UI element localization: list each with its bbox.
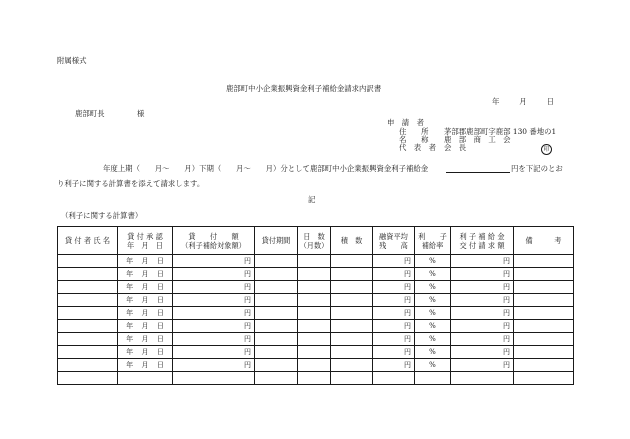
table-cell	[298, 307, 331, 320]
table-cell	[415, 372, 451, 385]
form-label: 附属様式	[57, 56, 87, 65]
table-cell	[118, 320, 173, 333]
table-cell	[514, 333, 574, 346]
table-cell	[451, 307, 514, 320]
yen-unit: 円	[244, 360, 251, 369]
col-avg-balance: 融資平均 残 高	[373, 227, 415, 255]
table-cell	[173, 307, 255, 320]
yen-unit: 円	[503, 360, 510, 369]
month-label: 月	[141, 269, 149, 278]
table-cell	[331, 346, 373, 359]
table-cell	[118, 307, 173, 320]
table-cell	[298, 294, 331, 307]
table-cell	[58, 372, 118, 385]
year-label: 年	[126, 269, 134, 278]
table-cell	[451, 294, 514, 307]
body-line1-b: 円を下記のとお	[511, 164, 563, 173]
table-cell	[373, 372, 415, 385]
yen-unit: 円	[503, 282, 510, 291]
table-cell	[298, 372, 331, 385]
table-cell	[415, 281, 451, 294]
table-cell	[451, 255, 514, 268]
table-cell	[373, 320, 415, 333]
col-subsidy-rate: 利 子 補給率	[415, 227, 451, 255]
yen-unit: 円	[503, 308, 510, 317]
table-cell	[298, 255, 331, 268]
col-request-amount: 利 子 補 給 金 交 付 請 求 額	[451, 227, 514, 255]
col-loan-period: 貸付期間	[255, 227, 298, 255]
col-days: 日 数 （月数）	[298, 227, 331, 255]
percent-unit: %	[429, 295, 436, 304]
percent-unit: %	[429, 282, 436, 291]
addressee-name: 鹿部町長	[75, 109, 105, 118]
table-header-row	[58, 227, 574, 255]
yen-unit: 円	[404, 321, 411, 330]
table-cell	[58, 281, 118, 294]
applicant-name-value: 鹿 部 商 工 会	[444, 135, 511, 144]
table-cell	[58, 255, 118, 268]
table-cell	[58, 333, 118, 346]
table-cell	[173, 359, 255, 372]
table-cell	[298, 320, 331, 333]
table-cell	[373, 268, 415, 281]
table-cell	[58, 346, 118, 359]
table-cell	[58, 359, 118, 372]
table-cell	[118, 281, 173, 294]
table-cell	[514, 359, 574, 372]
table-cell	[373, 359, 415, 372]
yen-unit: 円	[404, 360, 411, 369]
page-title: 鹿部町中小企業振興資金利子補給金請求内訳書	[226, 84, 382, 93]
table-row	[58, 372, 574, 385]
table-cell	[451, 320, 514, 333]
table-cell	[451, 268, 514, 281]
table-cell	[331, 333, 373, 346]
table-cell	[255, 333, 298, 346]
table-cell	[331, 255, 373, 268]
yen-unit: 円	[503, 269, 510, 278]
table-cell	[255, 294, 298, 307]
table-cell	[451, 346, 514, 359]
yen-unit: 円	[503, 295, 510, 304]
table-cell	[451, 333, 514, 346]
table-cell	[173, 255, 255, 268]
table-cell	[514, 307, 574, 320]
table-cell	[298, 333, 331, 346]
month-label: 月	[141, 308, 149, 317]
table-cell	[514, 346, 574, 359]
yen-unit: 円	[244, 269, 251, 278]
table-cell	[514, 372, 574, 385]
table-cell	[173, 320, 255, 333]
month-label: 月	[141, 256, 149, 265]
year-label: 年	[126, 334, 134, 343]
yen-unit: 円	[404, 347, 411, 356]
table-cell	[514, 320, 574, 333]
yen-unit: 円	[503, 256, 510, 265]
yen-unit: 円	[244, 334, 251, 343]
table-cell	[298, 268, 331, 281]
col-loan-amount: 貸 付 額 （利子補給対象額）	[173, 227, 255, 255]
table-cell	[255, 372, 298, 385]
day-label: 日	[156, 295, 164, 304]
day-label: 日	[156, 347, 164, 356]
table-row	[58, 346, 574, 359]
col-borrower-name: 貸 付 者 氏 名	[58, 227, 118, 255]
table-cell	[415, 320, 451, 333]
table-cell	[331, 294, 373, 307]
table-cell	[58, 320, 118, 333]
table-cell	[255, 307, 298, 320]
day-label: 日	[156, 269, 164, 278]
applicant-name-label: 名 称	[399, 135, 429, 144]
table-cell	[58, 268, 118, 281]
yen-unit: 円	[404, 295, 411, 304]
yen-unit: 円	[503, 321, 510, 330]
table-row	[58, 333, 574, 346]
yen-unit: 円	[404, 269, 411, 278]
date-day-label: 日	[546, 97, 554, 106]
table-cell	[415, 333, 451, 346]
day-label: 日	[156, 256, 164, 265]
table-cell	[331, 320, 373, 333]
table-cell	[331, 372, 373, 385]
table-cell	[373, 294, 415, 307]
table-cell	[298, 359, 331, 372]
table-cell	[514, 294, 574, 307]
table-cell	[331, 359, 373, 372]
date-year-label: 年	[492, 97, 500, 106]
yen-unit: 円	[244, 282, 251, 291]
table-cell	[373, 346, 415, 359]
table-cell	[118, 255, 173, 268]
table-cell	[173, 372, 255, 385]
table-cell	[173, 294, 255, 307]
year-label: 年	[126, 347, 134, 356]
yen-unit: 円	[503, 347, 510, 356]
applicant-heading: 申 請 者	[387, 118, 424, 127]
month-label: 月	[141, 334, 149, 343]
table-cell	[514, 268, 574, 281]
yen-unit: 円	[404, 256, 411, 265]
table-cell	[118, 359, 173, 372]
applicant-rep-label: 代 表 者	[399, 143, 436, 152]
table-row	[58, 255, 574, 268]
yen-unit: 円	[404, 282, 411, 291]
interest-calc-table	[57, 226, 574, 385]
table-cell	[173, 333, 255, 346]
yen-unit: 円	[244, 347, 251, 356]
col-approval-date: 貸 付 承 認 年 月 日	[118, 227, 173, 255]
percent-unit: %	[429, 360, 436, 369]
yen-unit: 円	[404, 308, 411, 317]
table-row	[58, 320, 574, 333]
amount-blank-line	[446, 164, 510, 173]
date-line	[492, 98, 554, 105]
month-label: 月	[141, 321, 149, 330]
yen-unit: 円	[404, 334, 411, 343]
table-cell	[118, 268, 173, 281]
table-cell	[373, 333, 415, 346]
table-cell	[58, 307, 118, 320]
applicant-rep-value: 会 長	[444, 143, 467, 152]
table-cell	[451, 359, 514, 372]
month-label: 月	[141, 360, 149, 369]
table-cell	[255, 346, 298, 359]
yen-unit: 円	[244, 308, 251, 317]
table-cell	[415, 346, 451, 359]
applicant-address-label: 住 所	[399, 127, 429, 136]
day-label: 日	[156, 308, 164, 317]
table-cell	[118, 294, 173, 307]
table-cell	[58, 294, 118, 307]
year-label: 年	[126, 282, 134, 291]
table-cell	[415, 359, 451, 372]
table-cell	[118, 346, 173, 359]
year-label: 年	[126, 256, 134, 265]
year-label: 年	[126, 295, 134, 304]
table-cell	[415, 307, 451, 320]
addressee-honorific: 様	[137, 109, 145, 118]
table-cell	[298, 346, 331, 359]
table-cell	[173, 346, 255, 359]
day-label: 日	[156, 321, 164, 330]
percent-unit: %	[429, 269, 436, 278]
table-cell	[373, 281, 415, 294]
ki-heading: 記	[308, 195, 316, 204]
table-row	[58, 294, 574, 307]
yen-unit: 円	[244, 256, 251, 265]
table-cell	[331, 307, 373, 320]
day-label: 日	[156, 334, 164, 343]
percent-unit: %	[429, 321, 436, 330]
table-row	[58, 281, 574, 294]
table-cell	[173, 268, 255, 281]
year-label: 年	[126, 308, 134, 317]
body-line1-a: 年度上期（ 月～ 月）下期（ 月～ 月）分として鹿部町中小企業振興資金利子補給金	[103, 164, 429, 173]
day-label: 日	[156, 282, 164, 291]
table-cell	[255, 255, 298, 268]
table-cell	[415, 294, 451, 307]
table-cell	[298, 281, 331, 294]
percent-unit: %	[429, 334, 436, 343]
yen-unit: 円	[244, 321, 251, 330]
table-cell	[255, 359, 298, 372]
table-cell	[451, 281, 514, 294]
percent-unit: %	[429, 256, 436, 265]
yen-unit: 円	[503, 334, 510, 343]
percent-unit: %	[429, 308, 436, 317]
month-label: 月	[141, 347, 149, 356]
col-product: 積 数	[331, 227, 373, 255]
table-row	[58, 359, 574, 372]
table-cell	[373, 307, 415, 320]
table-cell	[514, 255, 574, 268]
table-cell	[451, 372, 514, 385]
table-cell	[331, 268, 373, 281]
day-label: 日	[156, 360, 164, 369]
table-cell	[331, 281, 373, 294]
applicant-address-value: 茅部郡鹿部町字鹿部 130 番地の1	[444, 127, 557, 136]
table-cell	[255, 268, 298, 281]
seal-mark: 印	[541, 144, 552, 155]
table-cell	[415, 255, 451, 268]
table-cell	[514, 281, 574, 294]
table-cell	[255, 320, 298, 333]
month-label: 月	[141, 295, 149, 304]
col-remarks: 備 考	[514, 227, 574, 255]
year-label: 年	[126, 360, 134, 369]
table-cell	[373, 255, 415, 268]
yen-unit: 円	[244, 295, 251, 304]
table-cell	[118, 372, 173, 385]
table-caption: （利子に関する計算書）	[61, 211, 143, 220]
date-month-label: 月	[519, 97, 527, 106]
table-cell	[173, 281, 255, 294]
table-cell	[415, 268, 451, 281]
percent-unit: %	[429, 347, 436, 356]
table-row	[58, 268, 574, 281]
body-line2: り利子に関する計算書を添えて請求します。	[57, 179, 205, 188]
month-label: 月	[141, 282, 149, 291]
table-row	[58, 307, 574, 320]
table-cell	[118, 333, 173, 346]
table-cell	[255, 281, 298, 294]
year-label: 年	[126, 321, 134, 330]
